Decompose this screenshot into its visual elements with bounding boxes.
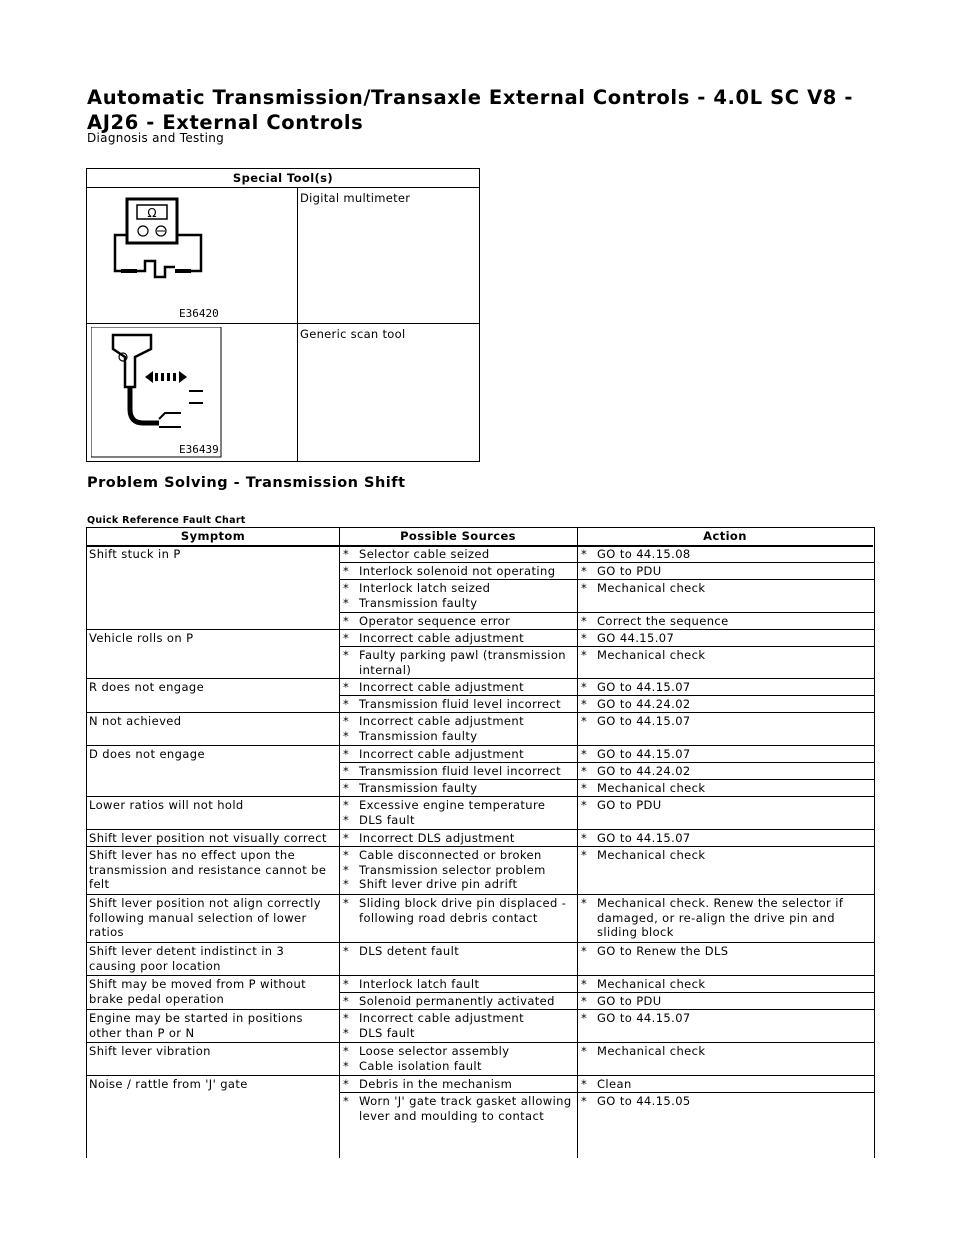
source-cell: Transmission fluid level incorrect — [359, 764, 561, 778]
source-bullet: * — [343, 547, 349, 561]
action-cell: Clean — [597, 1077, 632, 1091]
source-bullet: * — [343, 631, 349, 645]
action-bullet: * — [581, 944, 587, 958]
scan-tool-icon — [91, 327, 291, 459]
source-bullet: * — [343, 697, 349, 711]
action-cell: Correct the sequence — [597, 614, 729, 628]
svg-text:Ω: Ω — [147, 206, 157, 220]
action-cell: GO to 44.15.07 — [597, 680, 691, 694]
action-bullet: * — [581, 1044, 587, 1058]
source-cell: Incorrect DLS adjustment — [359, 831, 515, 845]
source-cell: Faulty parking pawl (transmission internal) — [359, 648, 566, 677]
source-cell: Cable disconnected or broken — [359, 848, 542, 862]
source-cell: Sliding block drive pin displaced - following road debris contact — [359, 896, 567, 925]
source-cell: Interlock latch fault — [359, 977, 480, 991]
action-bullet: * — [581, 1077, 587, 1091]
source-bullet: * — [343, 764, 349, 778]
source-bullet: * — [343, 1011, 349, 1025]
action-cell: GO to 44.15.07 — [597, 714, 691, 728]
symptom-cell: Shift may be moved from P without brake pedal operation — [89, 977, 307, 1006]
column-header-action: Action — [577, 528, 873, 547]
action-cell: Mechanical check — [597, 977, 706, 991]
source-cell: DLS detent fault — [359, 944, 460, 958]
tool-name-multimeter: Digital multimeter — [300, 191, 411, 205]
symptom-cell: D does not engage — [89, 747, 205, 761]
page-title: Automatic Transmission/Transaxle External Controls - 4.0L SC V8 - AJ26 - External Controls — [87, 86, 854, 134]
symptom-cell: Shift lever has no effect upon the transmission and resistance cannot be felt — [89, 848, 327, 891]
action-bullet: * — [581, 747, 587, 761]
action-bullet: * — [581, 1094, 587, 1108]
symptom-cell: Vehicle rolls on P — [89, 631, 194, 645]
source-cell: Solenoid permanently activated — [359, 994, 555, 1008]
symptom-cell: N not achieved — [89, 714, 182, 728]
action-bullet: * — [581, 848, 587, 862]
source-bullet: * — [343, 614, 349, 628]
source-cell: Transmission faulty — [359, 595, 478, 610]
symptom-cell: Lower ratios will not hold — [89, 798, 244, 812]
source-bullet: * — [343, 1025, 349, 1040]
action-cell: Mechanical check — [597, 581, 706, 595]
source-cell: Debris in the mechanism — [359, 1077, 513, 1091]
action-cell: GO to 44.15.07 — [597, 747, 691, 761]
action-cell: GO to 44.24.02 — [597, 697, 691, 711]
action-cell: Mechanical check — [597, 781, 706, 795]
source-bullet: * — [343, 862, 349, 877]
action-cell: GO 44.15.07 — [597, 631, 675, 645]
tool-name-scan-tool: Generic scan tool — [300, 327, 406, 341]
source-cell: Transmission selector problem — [359, 862, 546, 877]
action-bullet: * — [581, 994, 587, 1008]
action-bullet: * — [581, 764, 587, 778]
action-cell: GO to Renew the DLS — [597, 944, 729, 958]
column-header-symptom: Symptom — [87, 528, 339, 547]
action-bullet: * — [581, 977, 587, 991]
action-cell: Mechanical check. Renew the selector if damaged, or re-align the drive pin and sliding block — [597, 896, 844, 939]
action-bullet: * — [581, 648, 587, 662]
source-bullet: * — [343, 581, 349, 595]
symptom-cell: Shift lever detent indistinct in 3 causing poor location — [89, 944, 285, 973]
section-heading: Problem Solving - Transmission Shift — [87, 475, 406, 491]
symptom-cell: Shift lever position not visually correct — [89, 831, 327, 845]
column-header-sources: Possible Sources — [339, 528, 577, 547]
source-bullet: * — [343, 564, 349, 578]
source-bullet: * — [343, 1044, 349, 1058]
source-bullet: * — [343, 977, 349, 991]
fault-chart-table — [86, 527, 875, 1158]
source-cell: Incorrect cable adjustment — [359, 631, 525, 645]
source-bullet: * — [343, 781, 349, 795]
source-bullet: * — [343, 798, 349, 812]
source-bullet: * — [343, 877, 349, 891]
source-cell: Incorrect cable adjustment — [359, 714, 525, 728]
source-cell: Incorrect cable adjustment — [359, 1011, 525, 1025]
multimeter-icon — [91, 191, 291, 319]
source-bullet: * — [343, 1058, 349, 1073]
source-bullet: * — [343, 747, 349, 761]
source-cell: Cable isolation fault — [359, 1058, 482, 1073]
action-cell: Mechanical check — [597, 848, 706, 862]
source-cell: Transmission faulty — [359, 728, 478, 743]
action-bullet: * — [581, 581, 587, 595]
source-bullet: * — [343, 896, 349, 910]
source-bullet: * — [343, 1094, 349, 1108]
action-bullet: * — [581, 614, 587, 628]
source-cell: Excessive engine temperature — [359, 798, 546, 812]
source-bullet: * — [343, 831, 349, 845]
source-bullet: * — [343, 812, 349, 827]
action-cell: Mechanical check — [597, 1044, 706, 1058]
action-bullet: * — [581, 896, 587, 910]
symptom-cell: Noise / rattle from 'J' gate — [89, 1077, 248, 1091]
symptom-cell: R does not engage — [89, 680, 205, 694]
action-bullet: * — [581, 798, 587, 812]
source-cell: Transmission faulty — [359, 781, 478, 795]
action-cell: GO to 44.24.02 — [597, 764, 691, 778]
action-cell: GO to 44.15.07 — [597, 831, 691, 845]
source-bullet: * — [343, 714, 349, 728]
action-cell: GO to 44.15.07 — [597, 1011, 691, 1025]
source-cell: Interlock solenoid not operating — [359, 564, 556, 578]
source-cell: Worn 'J' gate track gasket allowing lever and moulding to contact — [359, 1094, 572, 1123]
action-bullet: * — [581, 714, 587, 728]
source-bullet: * — [343, 648, 349, 662]
page-subtitle: Diagnosis and Testing — [87, 131, 225, 145]
action-cell: Mechanical check — [597, 648, 706, 662]
action-bullet: * — [581, 564, 587, 578]
symptom-cell: Shift stuck in P — [89, 547, 181, 561]
action-bullet: * — [581, 547, 587, 561]
action-bullet: * — [581, 697, 587, 711]
action-bullet: * — [581, 1011, 587, 1025]
source-cell: Selector cable seized — [359, 547, 490, 561]
source-cell: Shift lever drive pin adrift — [359, 877, 518, 891]
action-bullet: * — [581, 831, 587, 845]
symptom-cell: Engine may be started in positions other than P or N — [89, 1011, 303, 1040]
special-tools-heading: Special Tool(s) — [87, 169, 479, 188]
action-bullet: * — [581, 781, 587, 795]
source-bullet: * — [343, 848, 349, 862]
source-cell: Transmission fluid level incorrect — [359, 697, 561, 711]
action-cell: GO to PDU — [597, 994, 662, 1008]
scan-tool-code: E36439 — [179, 443, 219, 456]
action-cell: GO to PDU — [597, 798, 662, 812]
symptom-cell: Shift lever position not align correctly following manual selection of lower ratios — [89, 896, 321, 939]
source-bullet: * — [343, 680, 349, 694]
action-cell: GO to 44.15.08 — [597, 547, 691, 561]
source-cell: DLS fault — [359, 812, 415, 827]
source-cell: Operator sequence error — [359, 614, 511, 628]
action-bullet: * — [581, 631, 587, 645]
multimeter-code: E36420 — [179, 307, 219, 319]
source-cell: Interlock latch seized — [359, 581, 491, 595]
special-tools-table — [86, 168, 480, 462]
source-cell: Incorrect cable adjustment — [359, 747, 525, 761]
source-cell: Loose selector assembly — [359, 1044, 510, 1058]
source-cell: Incorrect cable adjustment — [359, 680, 525, 694]
source-bullet: * — [343, 1077, 349, 1091]
source-bullet: * — [343, 944, 349, 958]
source-bullet: * — [343, 595, 349, 610]
action-cell: GO to PDU — [597, 564, 662, 578]
source-cell: DLS fault — [359, 1025, 415, 1040]
action-cell: GO to 44.15.05 — [597, 1094, 691, 1108]
source-bullet: * — [343, 728, 349, 743]
symptom-cell: Shift lever vibration — [89, 1044, 211, 1058]
action-bullet: * — [581, 680, 587, 694]
source-bullet: * — [343, 994, 349, 1008]
chart-caption: Quick Reference Fault Chart — [87, 515, 246, 526]
